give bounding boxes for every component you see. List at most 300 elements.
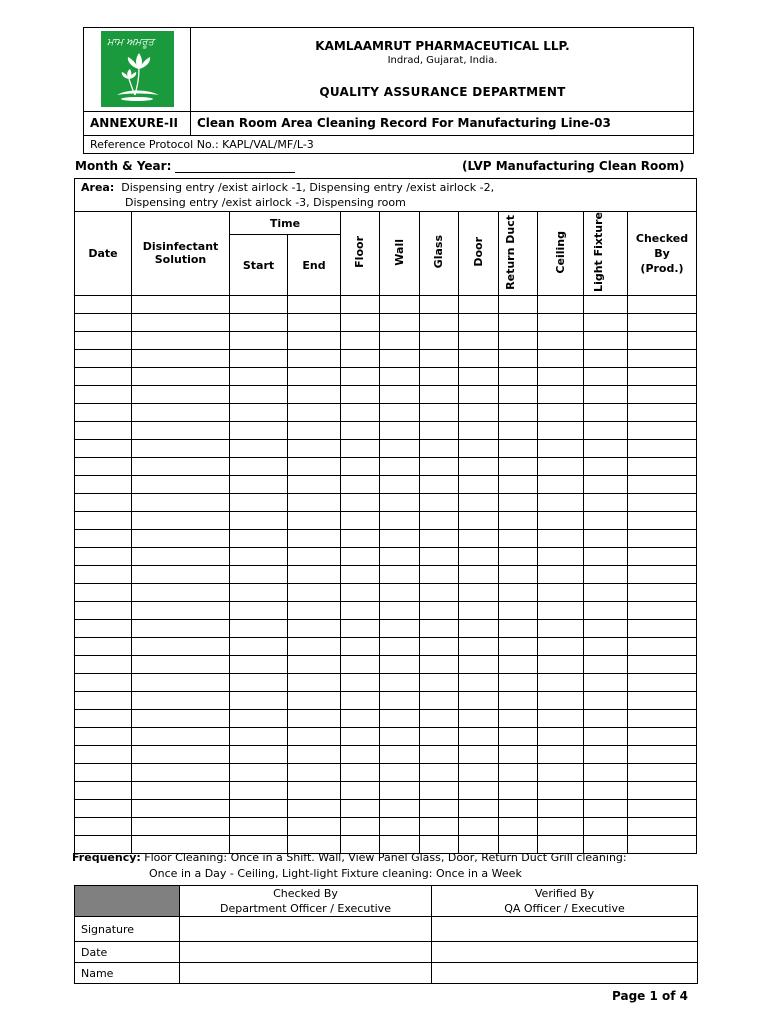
table-cell[interactable] bbox=[459, 475, 499, 493]
table-cell[interactable] bbox=[132, 313, 230, 331]
table-cell[interactable] bbox=[420, 601, 459, 619]
table-cell[interactable] bbox=[420, 547, 459, 565]
table-cell[interactable] bbox=[459, 403, 499, 421]
table-cell[interactable] bbox=[499, 313, 538, 331]
table-cell[interactable] bbox=[230, 367, 288, 385]
table-cell[interactable] bbox=[288, 547, 341, 565]
table-cell[interactable] bbox=[420, 691, 459, 709]
table-cell[interactable] bbox=[499, 331, 538, 349]
table-cell[interactable] bbox=[132, 583, 230, 601]
table-cell[interactable] bbox=[380, 349, 420, 367]
table-cell[interactable] bbox=[459, 313, 499, 331]
table-cell[interactable] bbox=[132, 385, 230, 403]
table-cell[interactable] bbox=[584, 565, 628, 583]
table-cell[interactable] bbox=[499, 637, 538, 655]
table-cell[interactable] bbox=[132, 619, 230, 637]
table-cell[interactable] bbox=[341, 745, 380, 763]
table-cell[interactable] bbox=[132, 691, 230, 709]
table-cell[interactable] bbox=[341, 619, 380, 637]
table-cell[interactable] bbox=[132, 637, 230, 655]
checked-name-field[interactable] bbox=[180, 963, 432, 984]
table-cell[interactable] bbox=[230, 763, 288, 781]
table-cell[interactable] bbox=[380, 421, 420, 439]
table-cell[interactable] bbox=[499, 781, 538, 799]
table-cell[interactable] bbox=[230, 565, 288, 583]
table-cell[interactable] bbox=[628, 781, 697, 799]
table-cell[interactable] bbox=[628, 745, 697, 763]
table-cell[interactable] bbox=[380, 763, 420, 781]
table-cell[interactable] bbox=[380, 727, 420, 745]
table-cell[interactable] bbox=[75, 583, 132, 601]
table-cell[interactable] bbox=[584, 475, 628, 493]
table-cell[interactable] bbox=[341, 673, 380, 691]
table-cell[interactable] bbox=[584, 295, 628, 313]
table-cell[interactable] bbox=[132, 493, 230, 511]
table-cell[interactable] bbox=[420, 799, 459, 817]
table-cell[interactable] bbox=[288, 475, 341, 493]
table-cell[interactable] bbox=[288, 619, 341, 637]
table-cell[interactable] bbox=[459, 799, 499, 817]
table-cell[interactable] bbox=[499, 565, 538, 583]
table-cell[interactable] bbox=[628, 709, 697, 727]
table-cell[interactable] bbox=[75, 655, 132, 673]
table-cell[interactable] bbox=[628, 421, 697, 439]
table-cell[interactable] bbox=[230, 673, 288, 691]
table-cell[interactable] bbox=[538, 583, 584, 601]
table-cell[interactable] bbox=[584, 547, 628, 565]
table-cell[interactable] bbox=[288, 583, 341, 601]
table-cell[interactable] bbox=[230, 475, 288, 493]
table-cell[interactable] bbox=[584, 385, 628, 403]
table-cell[interactable] bbox=[75, 817, 132, 835]
table-cell[interactable] bbox=[628, 331, 697, 349]
table-cell[interactable] bbox=[75, 745, 132, 763]
checked-signature-field[interactable] bbox=[180, 917, 432, 942]
table-cell[interactable] bbox=[499, 709, 538, 727]
table-cell[interactable] bbox=[230, 601, 288, 619]
table-cell[interactable] bbox=[584, 367, 628, 385]
table-cell[interactable] bbox=[584, 619, 628, 637]
table-cell[interactable] bbox=[459, 691, 499, 709]
table-cell[interactable] bbox=[499, 619, 538, 637]
table-cell[interactable] bbox=[288, 295, 341, 313]
table-cell[interactable] bbox=[230, 421, 288, 439]
table-cell[interactable] bbox=[584, 583, 628, 601]
table-cell[interactable] bbox=[538, 475, 584, 493]
table-cell[interactable] bbox=[341, 529, 380, 547]
table-cell[interactable] bbox=[420, 583, 459, 601]
table-cell[interactable] bbox=[341, 637, 380, 655]
table-cell[interactable] bbox=[628, 367, 697, 385]
table-cell[interactable] bbox=[538, 763, 584, 781]
table-cell[interactable] bbox=[75, 493, 132, 511]
table-cell[interactable] bbox=[538, 295, 584, 313]
table-cell[interactable] bbox=[584, 403, 628, 421]
table-cell[interactable] bbox=[499, 385, 538, 403]
table-cell[interactable] bbox=[538, 781, 584, 799]
table-cell[interactable] bbox=[459, 817, 499, 835]
table-cell[interactable] bbox=[459, 745, 499, 763]
table-cell[interactable] bbox=[75, 385, 132, 403]
table-cell[interactable] bbox=[420, 349, 459, 367]
table-cell[interactable] bbox=[288, 673, 341, 691]
table-cell[interactable] bbox=[584, 601, 628, 619]
table-cell[interactable] bbox=[628, 547, 697, 565]
table-cell[interactable] bbox=[420, 655, 459, 673]
table-cell[interactable] bbox=[628, 673, 697, 691]
table-cell[interactable] bbox=[420, 565, 459, 583]
table-cell[interactable] bbox=[538, 313, 584, 331]
table-cell[interactable] bbox=[288, 799, 341, 817]
table-cell[interactable] bbox=[230, 583, 288, 601]
table-cell[interactable] bbox=[380, 583, 420, 601]
table-cell[interactable] bbox=[230, 439, 288, 457]
table-cell[interactable] bbox=[420, 331, 459, 349]
table-cell[interactable] bbox=[459, 385, 499, 403]
table-cell[interactable] bbox=[459, 331, 499, 349]
table-cell[interactable] bbox=[538, 601, 584, 619]
table-cell[interactable] bbox=[75, 781, 132, 799]
table-cell[interactable] bbox=[499, 529, 538, 547]
table-cell[interactable] bbox=[75, 637, 132, 655]
table-cell[interactable] bbox=[538, 673, 584, 691]
table-cell[interactable] bbox=[538, 745, 584, 763]
table-cell[interactable] bbox=[75, 475, 132, 493]
table-cell[interactable] bbox=[288, 403, 341, 421]
table-cell[interactable] bbox=[132, 529, 230, 547]
table-cell[interactable] bbox=[380, 673, 420, 691]
table-cell[interactable] bbox=[75, 457, 132, 475]
table-cell[interactable] bbox=[584, 493, 628, 511]
table-cell[interactable] bbox=[499, 655, 538, 673]
table-cell[interactable] bbox=[584, 799, 628, 817]
table-cell[interactable] bbox=[132, 457, 230, 475]
table-cell[interactable] bbox=[499, 691, 538, 709]
table-cell[interactable] bbox=[459, 673, 499, 691]
table-cell[interactable] bbox=[499, 367, 538, 385]
table-cell[interactable] bbox=[230, 295, 288, 313]
table-cell[interactable] bbox=[628, 601, 697, 619]
table-cell[interactable] bbox=[132, 367, 230, 385]
table-cell[interactable] bbox=[341, 583, 380, 601]
table-cell[interactable] bbox=[341, 511, 380, 529]
table-cell[interactable] bbox=[499, 493, 538, 511]
table-cell[interactable] bbox=[499, 745, 538, 763]
table-cell[interactable] bbox=[75, 565, 132, 583]
table-cell[interactable] bbox=[75, 709, 132, 727]
table-cell[interactable] bbox=[459, 727, 499, 745]
table-cell[interactable] bbox=[584, 781, 628, 799]
table-cell[interactable] bbox=[75, 349, 132, 367]
table-cell[interactable] bbox=[420, 781, 459, 799]
table-cell[interactable] bbox=[341, 601, 380, 619]
table-cell[interactable] bbox=[341, 493, 380, 511]
table-cell[interactable] bbox=[538, 547, 584, 565]
table-cell[interactable] bbox=[499, 457, 538, 475]
table-cell[interactable] bbox=[420, 421, 459, 439]
table-cell[interactable] bbox=[538, 511, 584, 529]
table-cell[interactable] bbox=[380, 565, 420, 583]
table-cell[interactable] bbox=[628, 385, 697, 403]
table-cell[interactable] bbox=[341, 367, 380, 385]
table-cell[interactable] bbox=[499, 583, 538, 601]
table-cell[interactable] bbox=[420, 295, 459, 313]
table-cell[interactable] bbox=[584, 637, 628, 655]
table-cell[interactable] bbox=[132, 781, 230, 799]
table-cell[interactable] bbox=[132, 745, 230, 763]
table-cell[interactable] bbox=[132, 295, 230, 313]
table-cell[interactable] bbox=[459, 763, 499, 781]
table-cell[interactable] bbox=[75, 529, 132, 547]
table-cell[interactable] bbox=[75, 295, 132, 313]
table-cell[interactable] bbox=[230, 313, 288, 331]
table-cell[interactable] bbox=[75, 547, 132, 565]
table-cell[interactable] bbox=[341, 403, 380, 421]
table-cell[interactable] bbox=[584, 655, 628, 673]
table-cell[interactable] bbox=[380, 511, 420, 529]
table-cell[interactable] bbox=[420, 673, 459, 691]
table-cell[interactable] bbox=[459, 295, 499, 313]
table-cell[interactable] bbox=[230, 349, 288, 367]
table-cell[interactable] bbox=[132, 673, 230, 691]
table-cell[interactable] bbox=[341, 421, 380, 439]
table-cell[interactable] bbox=[420, 457, 459, 475]
table-cell[interactable] bbox=[459, 655, 499, 673]
table-cell[interactable] bbox=[288, 457, 341, 475]
table-cell[interactable] bbox=[584, 457, 628, 475]
table-cell[interactable] bbox=[420, 385, 459, 403]
table-cell[interactable] bbox=[380, 619, 420, 637]
verified-signature-field[interactable] bbox=[432, 917, 698, 942]
table-cell[interactable] bbox=[341, 547, 380, 565]
verified-name-field[interactable] bbox=[432, 963, 698, 984]
table-cell[interactable] bbox=[288, 745, 341, 763]
table-cell[interactable] bbox=[132, 601, 230, 619]
table-cell[interactable] bbox=[628, 493, 697, 511]
table-cell[interactable] bbox=[499, 799, 538, 817]
table-cell[interactable] bbox=[584, 673, 628, 691]
table-cell[interactable] bbox=[230, 655, 288, 673]
table-cell[interactable] bbox=[132, 565, 230, 583]
table-cell[interactable] bbox=[499, 421, 538, 439]
table-cell[interactable] bbox=[341, 781, 380, 799]
table-cell[interactable] bbox=[459, 457, 499, 475]
table-cell[interactable] bbox=[538, 493, 584, 511]
table-cell[interactable] bbox=[288, 385, 341, 403]
table-cell[interactable] bbox=[380, 367, 420, 385]
table-cell[interactable] bbox=[75, 727, 132, 745]
table-cell[interactable] bbox=[420, 493, 459, 511]
table-cell[interactable] bbox=[499, 763, 538, 781]
table-cell[interactable] bbox=[538, 367, 584, 385]
table-cell[interactable] bbox=[230, 385, 288, 403]
table-cell[interactable] bbox=[230, 799, 288, 817]
table-cell[interactable] bbox=[341, 331, 380, 349]
table-cell[interactable] bbox=[499, 439, 538, 457]
table-cell[interactable] bbox=[75, 421, 132, 439]
table-cell[interactable] bbox=[628, 799, 697, 817]
table-cell[interactable] bbox=[584, 763, 628, 781]
table-cell[interactable] bbox=[628, 619, 697, 637]
table-cell[interactable] bbox=[628, 457, 697, 475]
table-cell[interactable] bbox=[628, 763, 697, 781]
table-cell[interactable] bbox=[584, 817, 628, 835]
table-cell[interactable] bbox=[288, 439, 341, 457]
table-cell[interactable] bbox=[628, 313, 697, 331]
table-cell[interactable] bbox=[420, 817, 459, 835]
table-cell[interactable] bbox=[584, 331, 628, 349]
table-cell[interactable] bbox=[538, 331, 584, 349]
table-cell[interactable] bbox=[380, 709, 420, 727]
table-cell[interactable] bbox=[380, 745, 420, 763]
table-cell[interactable] bbox=[380, 493, 420, 511]
table-cell[interactable] bbox=[341, 727, 380, 745]
table-cell[interactable] bbox=[538, 421, 584, 439]
table-cell[interactable] bbox=[75, 673, 132, 691]
table-cell[interactable] bbox=[341, 763, 380, 781]
table-cell[interactable] bbox=[380, 655, 420, 673]
table-cell[interactable] bbox=[341, 313, 380, 331]
table-cell[interactable] bbox=[75, 763, 132, 781]
table-cell[interactable] bbox=[420, 763, 459, 781]
table-cell[interactable] bbox=[538, 349, 584, 367]
table-cell[interactable] bbox=[420, 727, 459, 745]
table-cell[interactable] bbox=[288, 709, 341, 727]
table-cell[interactable] bbox=[628, 529, 697, 547]
table-cell[interactable] bbox=[132, 655, 230, 673]
table-cell[interactable] bbox=[538, 457, 584, 475]
table-cell[interactable] bbox=[538, 655, 584, 673]
table-cell[interactable] bbox=[538, 439, 584, 457]
table-cell[interactable] bbox=[132, 763, 230, 781]
table-cell[interactable] bbox=[538, 709, 584, 727]
table-cell[interactable] bbox=[628, 439, 697, 457]
table-cell[interactable] bbox=[538, 637, 584, 655]
table-cell[interactable] bbox=[288, 529, 341, 547]
table-cell[interactable] bbox=[132, 475, 230, 493]
table-cell[interactable] bbox=[75, 691, 132, 709]
table-cell[interactable] bbox=[230, 511, 288, 529]
table-cell[interactable] bbox=[341, 295, 380, 313]
month-year-blank[interactable] bbox=[175, 161, 295, 173]
table-cell[interactable] bbox=[75, 367, 132, 385]
table-cell[interactable] bbox=[420, 745, 459, 763]
table-cell[interactable] bbox=[420, 475, 459, 493]
table-cell[interactable] bbox=[288, 655, 341, 673]
table-cell[interactable] bbox=[288, 367, 341, 385]
table-cell[interactable] bbox=[380, 439, 420, 457]
table-cell[interactable] bbox=[230, 493, 288, 511]
table-cell[interactable] bbox=[459, 547, 499, 565]
table-cell[interactable] bbox=[230, 331, 288, 349]
table-cell[interactable] bbox=[230, 745, 288, 763]
table-cell[interactable] bbox=[538, 403, 584, 421]
table-cell[interactable] bbox=[288, 493, 341, 511]
table-cell[interactable] bbox=[499, 511, 538, 529]
table-cell[interactable] bbox=[75, 403, 132, 421]
table-cell[interactable] bbox=[628, 727, 697, 745]
table-cell[interactable] bbox=[230, 619, 288, 637]
table-cell[interactable] bbox=[75, 511, 132, 529]
table-cell[interactable] bbox=[380, 637, 420, 655]
table-cell[interactable] bbox=[341, 457, 380, 475]
table-cell[interactable] bbox=[230, 547, 288, 565]
table-cell[interactable] bbox=[341, 655, 380, 673]
table-cell[interactable] bbox=[230, 457, 288, 475]
table-cell[interactable] bbox=[538, 691, 584, 709]
table-cell[interactable] bbox=[584, 727, 628, 745]
table-cell[interactable] bbox=[584, 313, 628, 331]
checked-date-field[interactable] bbox=[180, 942, 432, 963]
table-cell[interactable] bbox=[132, 403, 230, 421]
table-cell[interactable] bbox=[288, 565, 341, 583]
table-cell[interactable] bbox=[420, 619, 459, 637]
table-cell[interactable] bbox=[584, 349, 628, 367]
table-cell[interactable] bbox=[628, 349, 697, 367]
table-cell[interactable] bbox=[459, 367, 499, 385]
table-cell[interactable] bbox=[380, 475, 420, 493]
table-cell[interactable] bbox=[420, 709, 459, 727]
table-cell[interactable] bbox=[288, 421, 341, 439]
table-cell[interactable] bbox=[538, 565, 584, 583]
table-cell[interactable] bbox=[538, 619, 584, 637]
table-cell[interactable] bbox=[288, 763, 341, 781]
table-cell[interactable] bbox=[288, 727, 341, 745]
table-cell[interactable] bbox=[499, 673, 538, 691]
table-cell[interactable] bbox=[341, 475, 380, 493]
table-cell[interactable] bbox=[230, 709, 288, 727]
table-cell[interactable] bbox=[459, 583, 499, 601]
table-cell[interactable] bbox=[628, 511, 697, 529]
table-cell[interactable] bbox=[459, 529, 499, 547]
table-cell[interactable] bbox=[584, 511, 628, 529]
table-cell[interactable] bbox=[341, 565, 380, 583]
table-cell[interactable] bbox=[288, 313, 341, 331]
table-cell[interactable] bbox=[459, 601, 499, 619]
table-cell[interactable] bbox=[230, 727, 288, 745]
table-cell[interactable] bbox=[341, 709, 380, 727]
table-cell[interactable] bbox=[132, 331, 230, 349]
table-cell[interactable] bbox=[459, 439, 499, 457]
table-cell[interactable] bbox=[628, 817, 697, 835]
table-cell[interactable] bbox=[132, 421, 230, 439]
table-cell[interactable] bbox=[499, 727, 538, 745]
table-cell[interactable] bbox=[628, 637, 697, 655]
table-cell[interactable] bbox=[499, 601, 538, 619]
table-cell[interactable] bbox=[230, 637, 288, 655]
table-cell[interactable] bbox=[132, 727, 230, 745]
table-cell[interactable] bbox=[628, 565, 697, 583]
table-cell[interactable] bbox=[75, 601, 132, 619]
table-cell[interactable] bbox=[75, 439, 132, 457]
table-cell[interactable] bbox=[584, 529, 628, 547]
table-cell[interactable] bbox=[584, 691, 628, 709]
table-cell[interactable] bbox=[420, 511, 459, 529]
table-cell[interactable] bbox=[584, 421, 628, 439]
table-cell[interactable] bbox=[628, 295, 697, 313]
table-cell[interactable] bbox=[628, 655, 697, 673]
table-cell[interactable] bbox=[288, 511, 341, 529]
table-cell[interactable] bbox=[538, 817, 584, 835]
table-cell[interactable] bbox=[499, 817, 538, 835]
table-cell[interactable] bbox=[132, 439, 230, 457]
table-cell[interactable] bbox=[288, 349, 341, 367]
table-cell[interactable] bbox=[459, 349, 499, 367]
table-cell[interactable] bbox=[499, 547, 538, 565]
table-cell[interactable] bbox=[628, 475, 697, 493]
table-cell[interactable] bbox=[380, 691, 420, 709]
table-cell[interactable] bbox=[132, 349, 230, 367]
